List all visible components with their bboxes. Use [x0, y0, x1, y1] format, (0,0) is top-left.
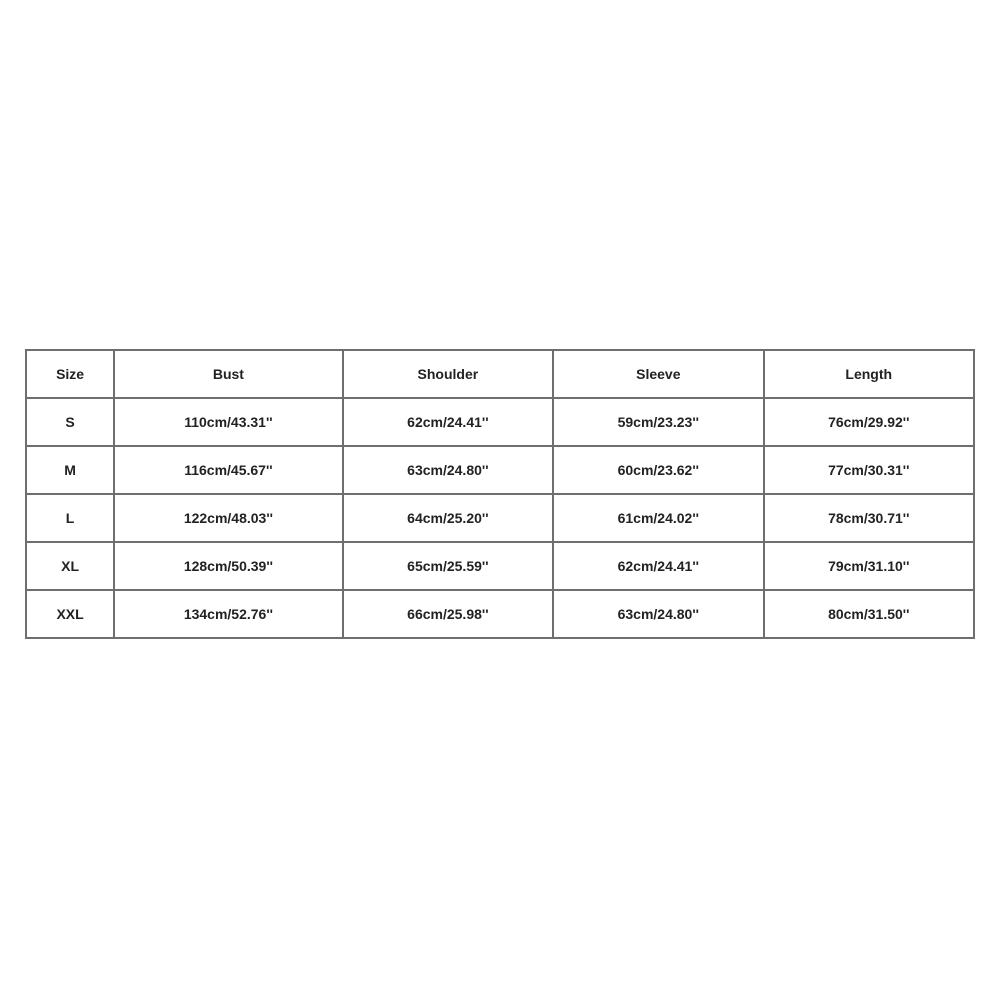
size-cell: S: [26, 398, 114, 446]
sleeve-cell: 60cm/23.62'': [553, 446, 763, 494]
bust-cell: 116cm/45.67'': [114, 446, 342, 494]
shoulder-cell: 62cm/24.41'': [343, 398, 553, 446]
bust-cell: 110cm/43.31'': [114, 398, 342, 446]
length-cell: 79cm/31.10'': [764, 542, 974, 590]
shoulder-cell: 63cm/24.80'': [343, 446, 553, 494]
table-row: [26, 494, 974, 542]
header-bust: Bust: [114, 350, 342, 398]
shoulder-cell: 64cm/25.20'': [343, 494, 553, 542]
header-length: Length: [764, 350, 974, 398]
table-row: [26, 542, 974, 590]
table-row: [26, 446, 974, 494]
table-row: [26, 590, 974, 638]
shoulder-cell: 65cm/25.59'': [343, 542, 553, 590]
header-row: [26, 350, 974, 398]
bust-cell: 134cm/52.76'': [114, 590, 342, 638]
length-cell: 77cm/30.31'': [764, 446, 974, 494]
header-sleeve: Sleeve: [553, 350, 763, 398]
bust-cell: 122cm/48.03'': [114, 494, 342, 542]
size-cell: L: [26, 494, 114, 542]
shoulder-cell: 66cm/25.98'': [343, 590, 553, 638]
header-size: Size: [26, 350, 114, 398]
size-cell: XL: [26, 542, 114, 590]
length-cell: 80cm/31.50'': [764, 590, 974, 638]
size-chart-table: [25, 349, 975, 639]
sleeve-cell: 63cm/24.80'': [553, 590, 763, 638]
header-shoulder: Shoulder: [343, 350, 553, 398]
sleeve-cell: 61cm/24.02'': [553, 494, 763, 542]
table-row: [26, 398, 974, 446]
length-cell: 76cm/29.92'': [764, 398, 974, 446]
bust-cell: 128cm/50.39'': [114, 542, 342, 590]
length-cell: 78cm/30.71'': [764, 494, 974, 542]
size-cell: XXL: [26, 590, 114, 638]
sleeve-cell: 59cm/23.23'': [553, 398, 763, 446]
size-cell: M: [26, 446, 114, 494]
sleeve-cell: 62cm/24.41'': [553, 542, 763, 590]
